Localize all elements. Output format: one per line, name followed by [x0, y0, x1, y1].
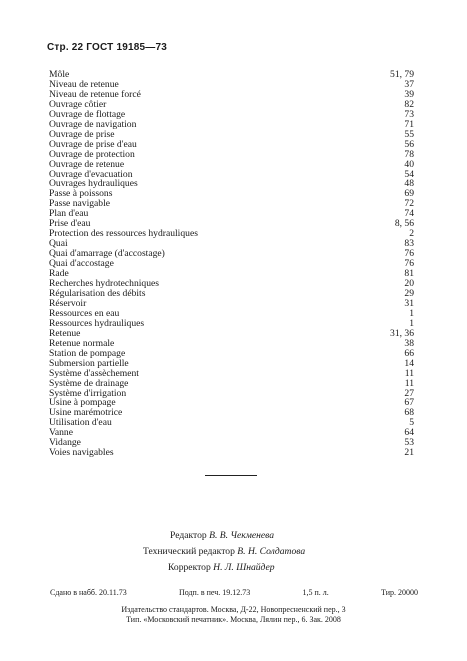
- index-pages: 55: [404, 128, 414, 140]
- index-term: Retenue: [49, 327, 81, 339]
- index-term: Utilisation d'eau: [49, 417, 112, 429]
- index-term: Rade: [49, 268, 69, 280]
- index-term: Quai: [49, 238, 68, 250]
- index-term: Ouvrage d'evacuation: [49, 168, 133, 180]
- index-term: Ouvrage de protection: [49, 148, 135, 160]
- index-term: Quai d'accostage: [49, 258, 114, 270]
- index-term: Recherches hydrotechniques: [49, 278, 160, 290]
- index-term: Réservoir: [49, 297, 87, 309]
- index-pages: 2: [409, 228, 414, 240]
- index-term: Ouvrage de flottage: [49, 108, 126, 120]
- index-pages: 51, 79: [390, 69, 414, 80]
- index-pages: 37: [404, 78, 414, 90]
- signed-for-print: Подп. в печ. 19.12.73: [178, 588, 251, 597]
- index-term: Vidange: [49, 437, 81, 449]
- proofreader-name: Н. Л. Шнайдер: [213, 562, 275, 573]
- index-pages: 27: [404, 387, 414, 399]
- index-pages: 48: [404, 178, 414, 190]
- index-term: Ressources hydrauliques: [49, 317, 145, 329]
- index-pages: 31: [404, 297, 414, 309]
- circulation: Тир. 20000: [381, 588, 418, 597]
- index-pages: 11: [404, 367, 414, 379]
- index-entry: [49, 209, 414, 219]
- index-term: Niveau de retenue: [49, 78, 119, 90]
- sent-to-print: Сдано в набб. 20.11.73: [50, 588, 127, 597]
- tech-editor-label: Технический редактор: [143, 546, 235, 557]
- index-pages: 38: [404, 337, 414, 349]
- index-pages: 76: [404, 248, 414, 260]
- index-pages: 31, 36: [390, 327, 414, 339]
- index-pages: 11: [404, 377, 414, 389]
- index-pages: 83: [404, 238, 414, 250]
- index-pages: 20: [404, 278, 414, 290]
- index-pages: 14: [404, 357, 414, 369]
- index-term: Usine à pompage: [49, 397, 116, 409]
- proofreader-label: Корректор: [168, 562, 211, 573]
- index-pages: 56: [404, 138, 414, 150]
- index-term: Station de pompage: [49, 347, 126, 359]
- index-term: Vanne: [49, 427, 73, 439]
- divider-rule: [205, 475, 257, 476]
- index-entry: [49, 379, 414, 389]
- index-pages: 1: [409, 307, 414, 319]
- imprint-print-details: [50, 588, 418, 597]
- index-pages: 5: [409, 417, 414, 429]
- index-entry: [49, 428, 414, 438]
- index-entry: [49, 259, 414, 269]
- index-pages: 76: [404, 258, 414, 270]
- index-term: Ouvrage de prise: [49, 128, 115, 140]
- index-entry: [49, 229, 414, 239]
- editor-line: [170, 528, 274, 544]
- index-pages: 39: [404, 88, 414, 100]
- sheet-count: 1,5 п. л.: [302, 588, 329, 597]
- index-pages: 72: [404, 198, 414, 210]
- index-pages: 73: [404, 108, 414, 120]
- index-term: Ressources en eau: [49, 307, 120, 319]
- index-list: [49, 70, 414, 458]
- index-pages: 82: [404, 98, 414, 110]
- index-entry: [49, 319, 414, 329]
- index-term: Ouvrage côtier: [49, 98, 107, 110]
- index-term: Ouvrage de retenue: [49, 158, 125, 170]
- proofreader-line: [168, 560, 275, 576]
- index-term: Protection des ressources hydrauliques: [49, 228, 198, 240]
- index-term: Système d'irrigation: [49, 387, 127, 399]
- index-pages: 8, 56: [394, 218, 414, 230]
- index-term: Niveau de retenue forcé: [49, 88, 141, 100]
- index-term: Quai d'amarrage (d'accostage): [49, 248, 165, 260]
- index-pages: 21: [404, 447, 414, 459]
- index-term: Ouvrage de navigation: [49, 118, 137, 130]
- index-pages: 40: [404, 158, 414, 170]
- index-term: Passe navigable: [49, 198, 111, 210]
- index-pages: 54: [404, 168, 414, 180]
- index-term: Submersion partielle: [49, 357, 129, 369]
- page-header: Стр. 22 ГОСТ 19185—73: [47, 42, 167, 53]
- index-term: Plan d'eau: [49, 208, 89, 220]
- index-pages: 29: [404, 287, 414, 299]
- index-entry: [49, 289, 414, 299]
- index-term: Système d'assèchement: [49, 367, 139, 379]
- editor-label: Редактор: [170, 530, 207, 541]
- index-pages: 69: [404, 188, 414, 200]
- index-pages: 71: [404, 118, 414, 130]
- publisher-line: Издательство стандартов. Москва, Д-22, Новопресненский пер., 3: [121, 605, 346, 614]
- index-pages: 68: [404, 407, 414, 419]
- printer-line: Тип. «Московский печатник». Москва, Лялин пер., 6. Зак. 2008: [126, 615, 341, 624]
- index-pages: 67: [404, 397, 414, 409]
- editor-name: В. В. Чекменева: [209, 530, 275, 541]
- tech-editor-name: В. Н. Солдатова: [237, 546, 306, 557]
- index-term: Voies navigables: [49, 447, 114, 459]
- index-term: Passe à poissons: [49, 188, 113, 200]
- index-pages: 66: [404, 347, 414, 359]
- index-term: Usine marémotrice: [49, 407, 123, 419]
- index-pages: 64: [404, 427, 414, 439]
- index-term: Retenue normale: [49, 337, 115, 349]
- index-term: Prise d'eau: [49, 218, 91, 230]
- index-entry: [49, 448, 414, 458]
- index-pages: 81: [404, 268, 414, 280]
- index-term: Ouvrages hydrauliques: [49, 178, 138, 190]
- index-term: Régularisation des débits: [49, 287, 146, 299]
- index-term: Môle: [49, 69, 70, 80]
- index-pages: 74: [404, 208, 414, 220]
- index-term: Système de drainage: [49, 377, 129, 389]
- index-pages: 78: [404, 148, 414, 160]
- index-entry: [49, 418, 414, 428]
- index-term: Ouvrage de prise d'eau: [49, 138, 137, 150]
- index-entry: [49, 199, 414, 209]
- index-pages: 1: [409, 317, 414, 329]
- index-pages: 53: [404, 437, 414, 449]
- tech-editor-line: [143, 544, 305, 560]
